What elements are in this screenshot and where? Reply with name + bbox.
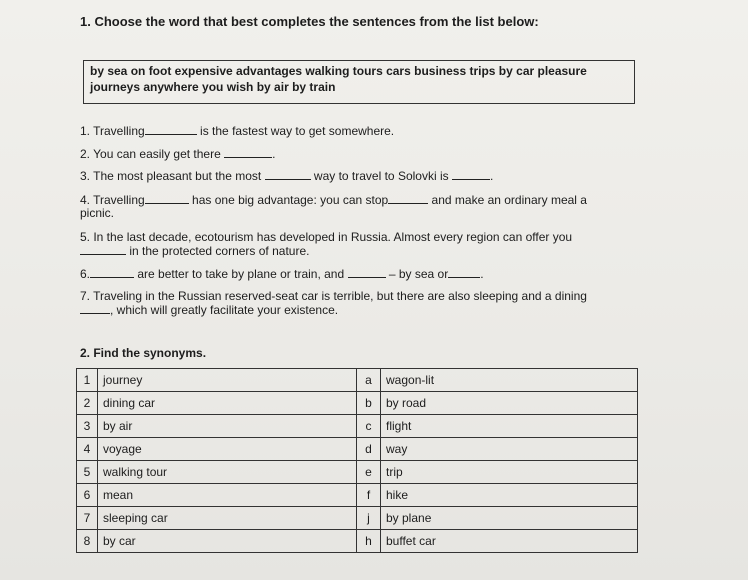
table-row (77, 507, 638, 530)
sentence-7: 7. Traveling in the Russian reserved-seat car is terrible, but there are also sleeping and a dining (80, 289, 587, 303)
word-list-line1: by sea on foot expensive advantages walking tours cars business trips by car pleasure (90, 64, 587, 78)
cell-letter: f (357, 484, 381, 507)
cell-num: 1 (77, 369, 98, 392)
sentence-6 (80, 266, 484, 281)
cell-letter: b (357, 392, 381, 415)
table-row (77, 392, 638, 415)
cell-letter: j (357, 507, 381, 530)
cell-left: sleeping car (98, 507, 357, 530)
sentence-5-part-b: in the protected corners of nature. (129, 244, 310, 258)
blank (145, 123, 197, 135)
cell-right: by plane (381, 507, 638, 530)
sentence-4-part-a: 4. Travelling (80, 193, 145, 207)
table-row (77, 484, 638, 507)
cell-letter: e (357, 461, 381, 484)
table-row (77, 369, 638, 392)
blank (145, 192, 189, 204)
task2-title: 2. Find the synonyms. (80, 346, 207, 360)
sentence-3-part-c: . (489, 169, 494, 183)
blank (448, 266, 480, 278)
word-list-box (83, 60, 635, 104)
sentence-3-part-b: way to travel to Solovki is (313, 169, 449, 183)
cell-right: trip (381, 461, 638, 484)
sentence-2-part-b: . (272, 147, 276, 161)
sentence-4-continued: picnic. (80, 206, 115, 220)
cell-right: hike (381, 484, 638, 507)
blank (224, 146, 272, 158)
sentence-7-part-b: , which will greatly facilitate your existence. (110, 303, 339, 317)
sentence-5-continued (80, 243, 309, 258)
sentence-4 (80, 192, 587, 207)
cell-num: 3 (77, 415, 98, 438)
blank (90, 266, 134, 278)
cell-left: dining car (98, 392, 357, 415)
cell-left: by air (98, 415, 357, 438)
cell-num: 7 (77, 507, 98, 530)
cell-right: wagon-lit (381, 369, 638, 392)
cell-right: by road (381, 392, 638, 415)
cell-letter: d (357, 438, 381, 461)
table-row (77, 438, 638, 461)
sentence-1-part-a: 1. Travelling (80, 124, 145, 138)
cell-num: 2 (77, 392, 98, 415)
blank (452, 168, 490, 180)
cell-num: 5 (77, 461, 98, 484)
cell-left: walking tour (98, 461, 357, 484)
sentence-2 (80, 146, 275, 161)
cell-right: flight (381, 415, 638, 438)
sentence-7-continued (80, 302, 338, 317)
blank (80, 302, 110, 314)
blank (348, 266, 386, 278)
sentence-3-part-a: 3. The most pleasant but the most (80, 169, 262, 183)
blank (265, 168, 311, 180)
sentence-6-part-b: are better to take by plane or train, and (137, 267, 345, 281)
blank (80, 243, 126, 255)
cell-letter: a (357, 369, 381, 392)
cell-num: 4 (77, 438, 98, 461)
word-list-line2: journeys anywhere you wish by air by train (90, 80, 336, 94)
synonyms-table (76, 368, 638, 553)
table-row (77, 530, 638, 553)
cell-letter: h (357, 530, 381, 553)
blank (388, 192, 428, 204)
cell-right: buffet car (381, 530, 638, 553)
task1-title: 1. Choose the word that best completes the sentences from the list below: (80, 14, 539, 29)
sentence-1-part-b: is the fastest way to get somewhere. (200, 124, 395, 138)
cell-left: journey (98, 369, 357, 392)
table-row (77, 415, 638, 438)
sentence-6-part-a: 6. (80, 267, 91, 281)
cell-left: mean (98, 484, 357, 507)
cell-left: voyage (98, 438, 357, 461)
sentence-4-part-c: and make an ordinary meal a (431, 193, 587, 207)
cell-letter: c (357, 415, 381, 438)
cell-num: 6 (77, 484, 98, 507)
sentence-3 (80, 168, 493, 183)
sentence-6-part-d: . (480, 267, 484, 281)
table-row (77, 461, 638, 484)
cell-left: by car (98, 530, 357, 553)
sentence-5: 5. In the last decade, ecotourism has developed in Russia. Almost every region can offer you (80, 230, 573, 244)
sentence-4-part-b: has one big advantage: you can stop (192, 193, 389, 207)
sentence-6-part-c: – by sea or (388, 267, 449, 281)
sentence-1 (80, 123, 394, 138)
cell-right: way (381, 438, 638, 461)
cell-num: 8 (77, 530, 98, 553)
sentence-2-part-a: 2. You can easily get there (80, 147, 221, 161)
